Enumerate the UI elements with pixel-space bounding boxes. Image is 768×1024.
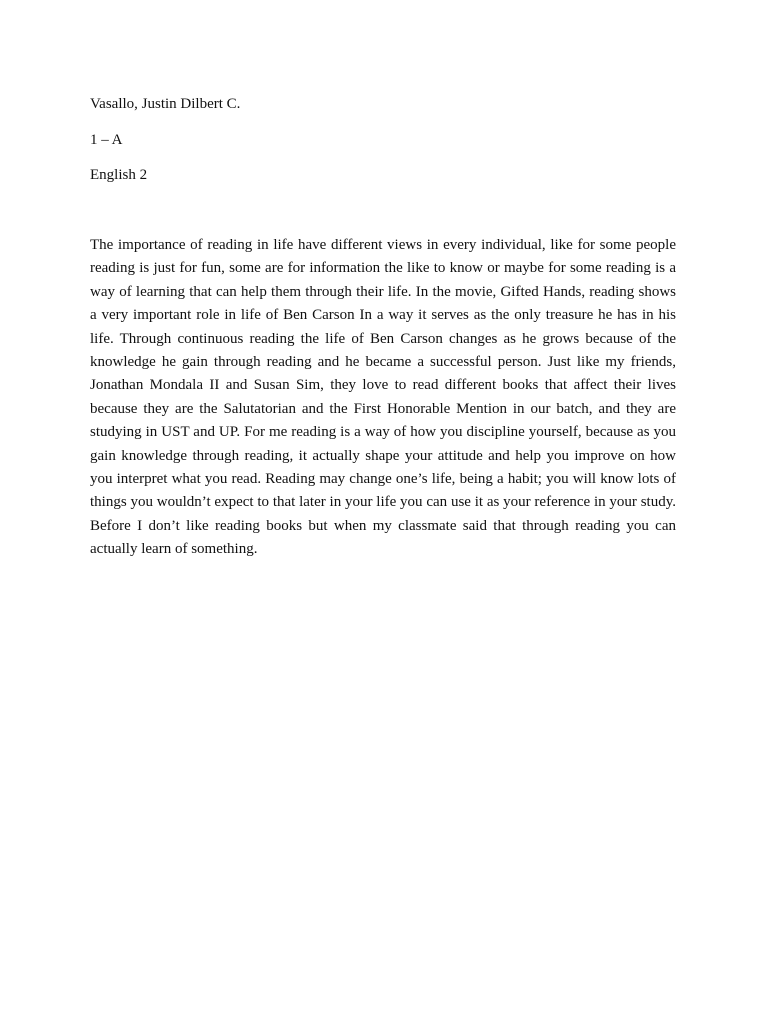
subject-title: English 2: [90, 167, 148, 183]
class-section: 1 – A: [90, 132, 123, 148]
essay-paragraph: The importance of reading in life have different views in every individual, like for some people reading is just for fun, some are for information the like to know or maybe for some reading is a way of learning that can help them through their life. In the movie, Gifted Hands, reading shows a very important role in life of Ben Carson In a way it serves as the only treasure he has in his life. Through continuous reading the life of Ben Carson changes as he grows because of the knowledge he gain through reading and he became a successful person. Just like my friends, Jonathan Mondala II and Susan Sim, they love to read different books that affect their lives because they are the Salutatorian and the First Honorable Mention in our batch, and they are studying in UST and UP. For me reading is a way of how you discipline yourself, because as you gain knowledge through reading, it actually shape your attitude and help you improve on how you interpret what you read. Reading may change one’s life, being a habit; you will know lots of things you wouldn’t expect to that later in your life you can use it as your reference in your study. Before I don’t like reading books but when my classmate said that through reading you can actually learn of something.: [90, 237, 676, 558]
student-name: Vasallo, Justin Dilbert C.: [90, 96, 241, 112]
